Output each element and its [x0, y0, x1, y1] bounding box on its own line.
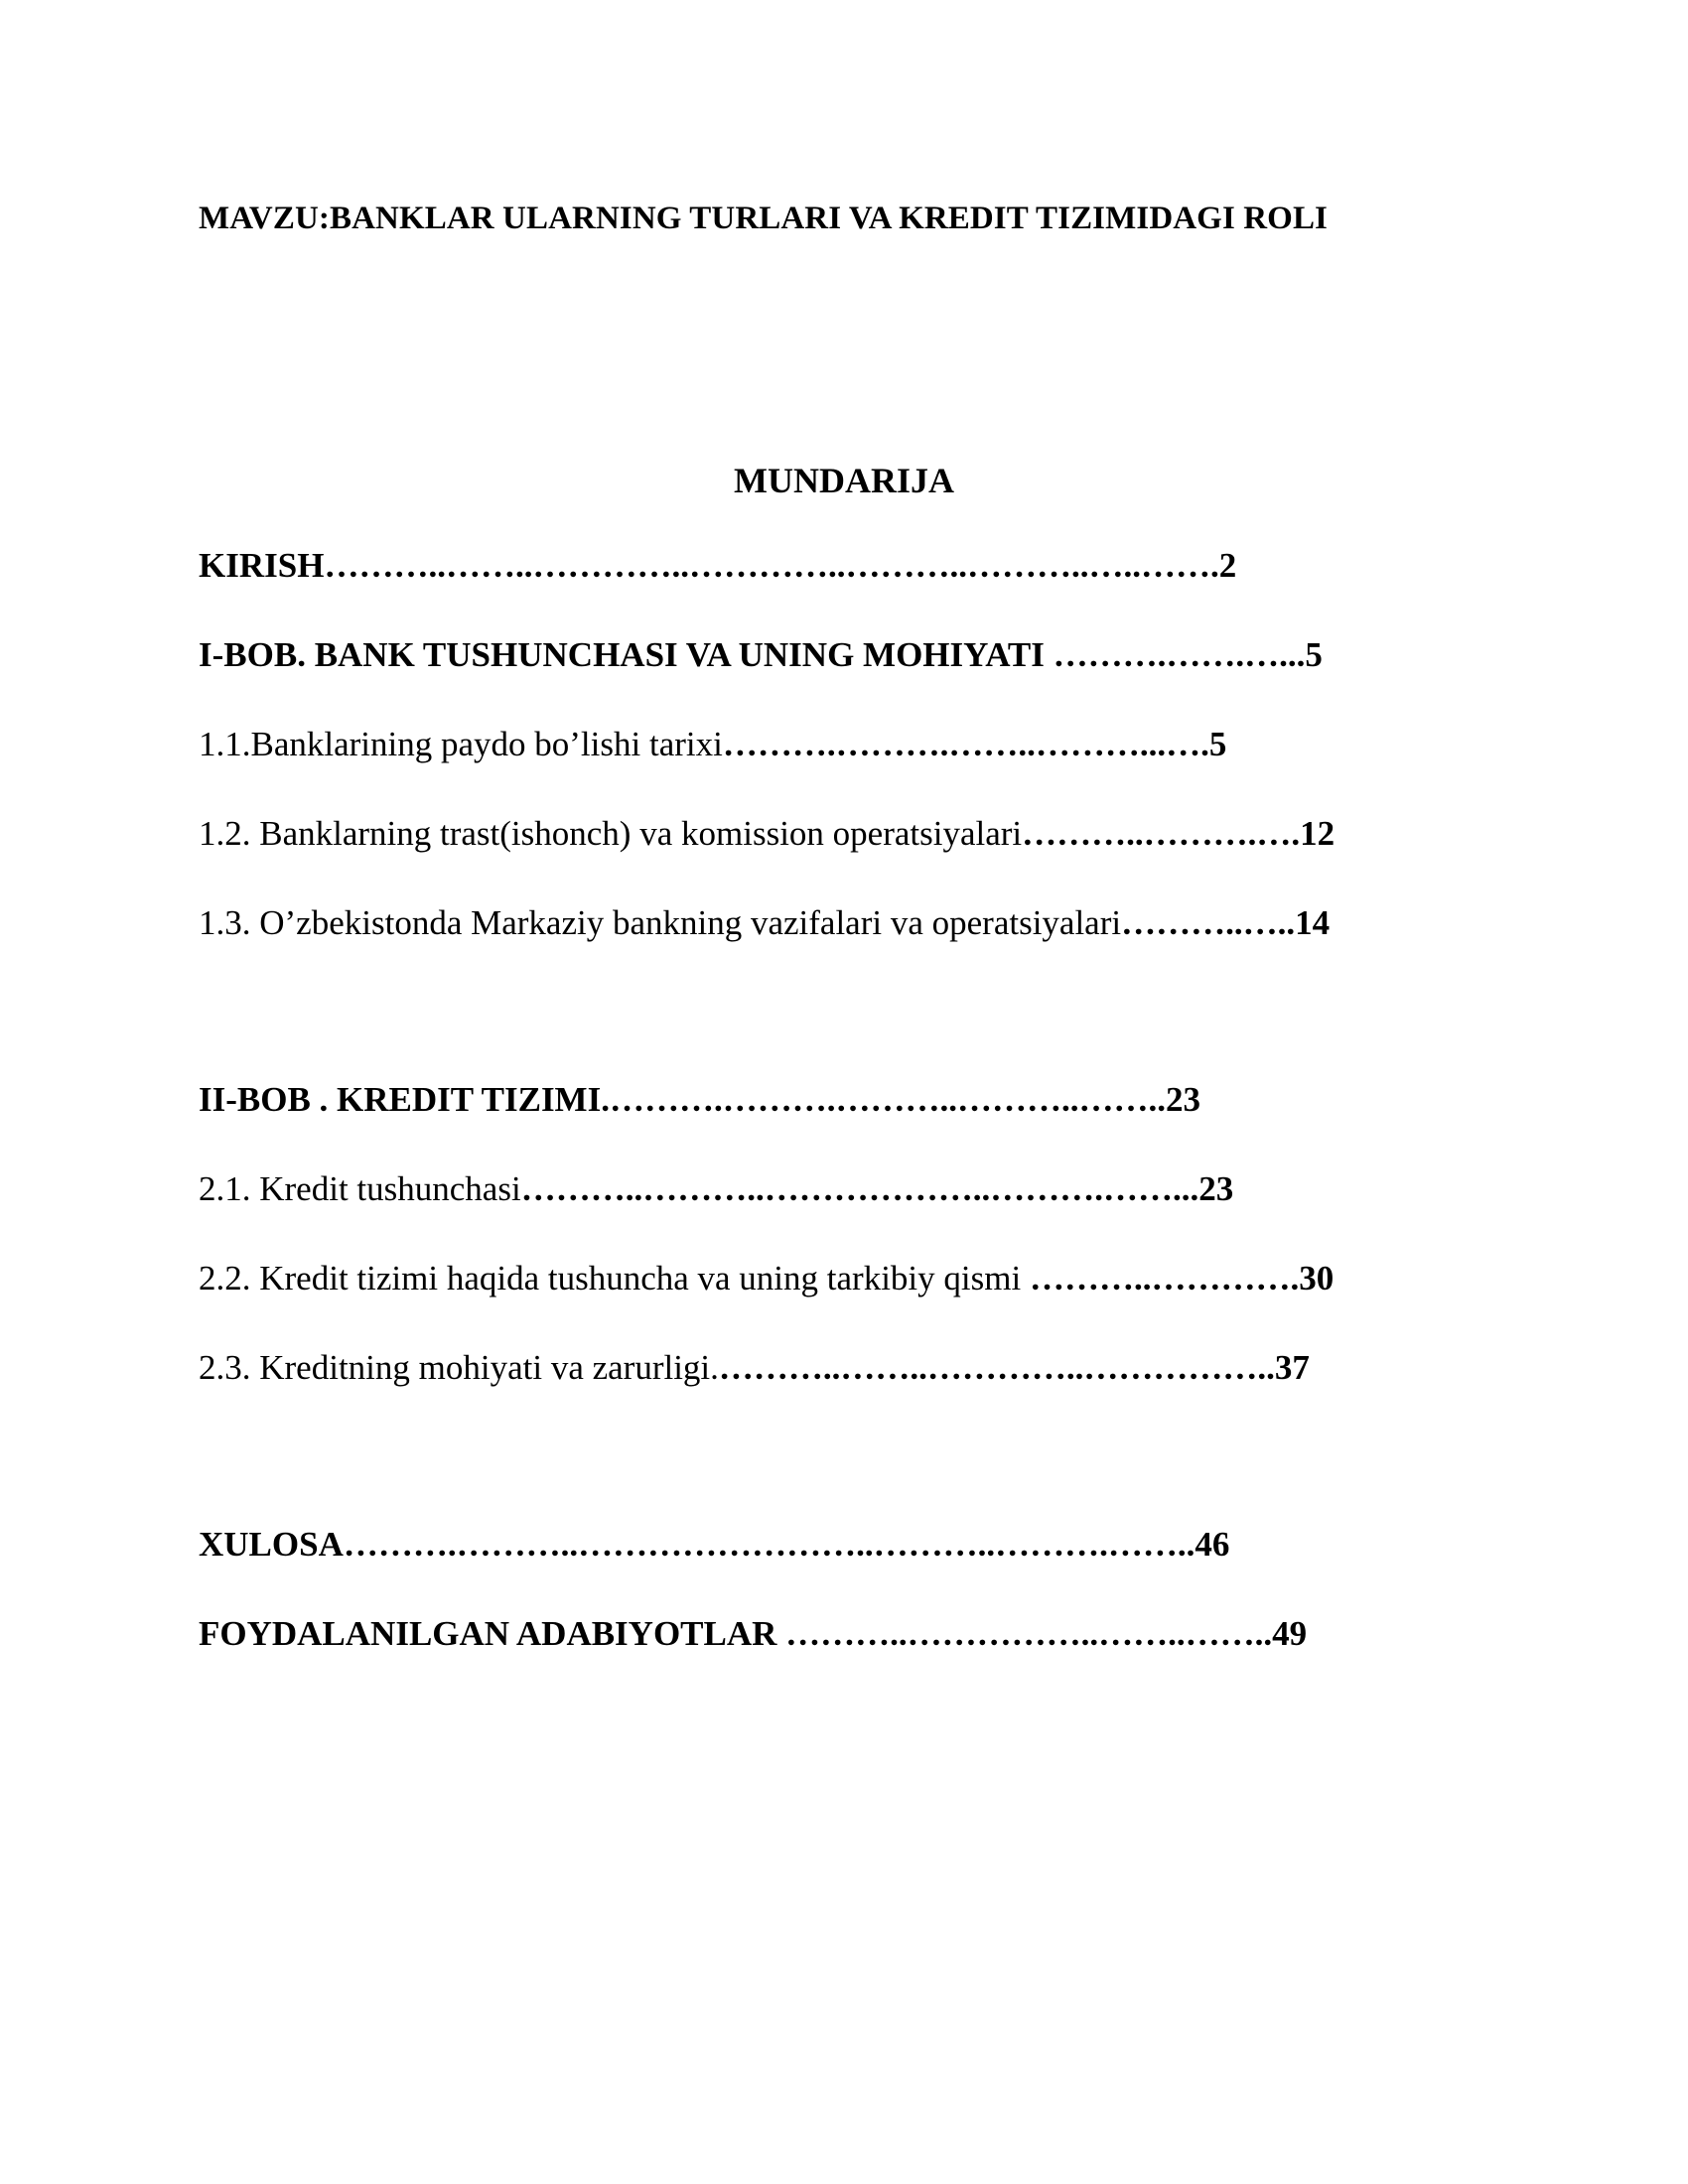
toc-entry-2-2 [199, 1259, 1334, 1298]
toc-entry-page: 14 [1295, 903, 1331, 942]
toc-entry-dots: ……….……….………..………..…….. [609, 1080, 1166, 1119]
toc-entry-page: .5 [1296, 635, 1323, 674]
toc-entry-page: .2 [1209, 546, 1237, 585]
toc-entry-label: 2.3. Kreditning mohiyati va zarurligi. [199, 1348, 719, 1387]
toc-entry-page: 30 [1299, 1259, 1335, 1297]
toc-entry-dots: ……….………..……………………..………..……….…….. [343, 1525, 1196, 1564]
toc-entry-dots: ………..………..………………..……….……... [520, 1169, 1199, 1208]
toc-entry-dots: ………..……….… [1022, 814, 1292, 853]
toc-entry-references [199, 1614, 1307, 1654]
toc-entry-label: 1.1.Banklarining paydo bo’lishi tarixi [199, 725, 723, 763]
toc-entry-2-1 [199, 1169, 1233, 1209]
toc-entry-dots: ……….……….……..………...… [722, 725, 1201, 763]
toc-heading [0, 460, 1688, 501]
toc-entry-dots: ………..….. [1121, 903, 1296, 942]
toc-entry-label: 1.3. O’zbekistonda Markaziy bankning vazifalari va operatsiyalari [199, 903, 1122, 942]
toc-entry-label: 2.1. Kredit tushunchasi [199, 1169, 521, 1208]
toc-entry-label: FOYDALANILGAN ADABIYOTLAR [199, 1614, 786, 1653]
toc-entry-label: XULOSA [199, 1525, 344, 1564]
toc-entry-label: 2.2. Kredit tizimi haqida tushuncha va uning tarkibiy qismi [199, 1259, 1030, 1297]
toc-entry-page: 23 [1198, 1169, 1234, 1208]
toc-entry-page: .5 [1200, 725, 1227, 763]
toc-entry-dots: ………..……..…………..…………..………..………..…..…… [324, 546, 1210, 585]
toc-entry-dots: ……….…….….. [1053, 635, 1297, 674]
document-topic: MAVZU:BANKLAR ULARNING TURLARI VA KREDIT TIZIMIDAGI ROLI [199, 201, 1328, 236]
toc-heading-text: MUNDARIJA [734, 461, 954, 500]
toc-entry-dots: ………..…………. [1029, 1259, 1300, 1297]
toc-entry-page: .12 [1291, 814, 1336, 853]
toc-entry-dots: ………..……………..……..…….. [785, 1614, 1273, 1653]
toc-entry-xulosa [199, 1525, 1229, 1565]
toc-entry-kirish [199, 546, 1236, 586]
toc-entry-1-3 [199, 903, 1330, 943]
toc-entry-1-2 [199, 814, 1335, 854]
toc-entry-label: 1.2. Banklarning trast(ishonch) va komission operatsiyalari [199, 814, 1023, 853]
toc-entry-chapter-1 [199, 635, 1323, 675]
toc-entry-label: KIRISH [199, 546, 325, 585]
toc-entry-label: I-BOB. BANK TUSHUNCHASI VA UNING MOHIYATI [199, 635, 1054, 674]
toc-entry-2-3 [199, 1348, 1310, 1388]
toc-entry-label: II-BOB . KREDIT TIZIMI. [199, 1080, 610, 1119]
toc-entry-page: 49 [1272, 1614, 1308, 1653]
toc-entry-1-1 [199, 725, 1226, 764]
toc-entry-page: 46 [1195, 1525, 1230, 1564]
toc-entry-dots: ………..……..…………..…………….. [718, 1348, 1275, 1387]
toc-entry-page: 23 [1165, 1080, 1200, 1119]
toc-entry-page: 37 [1274, 1348, 1310, 1387]
toc-entry-chapter-2 [199, 1080, 1200, 1120]
